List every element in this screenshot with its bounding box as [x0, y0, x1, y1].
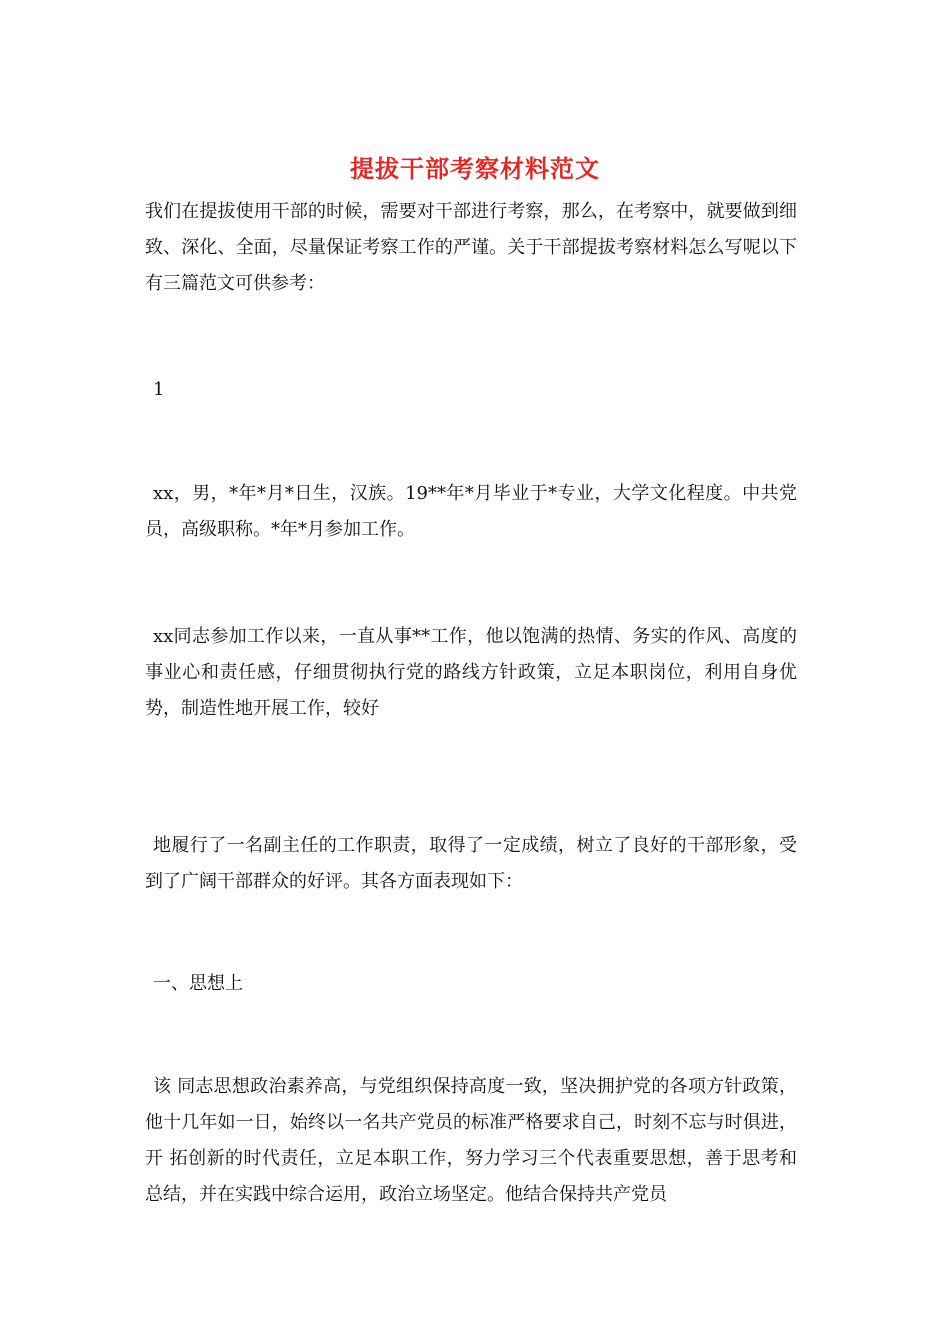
section-heading-thought: 一、思想上: [153, 973, 243, 994]
document-title: 提拔干部考察材料范文: [350, 154, 600, 183]
intro-paragraph: 我们在提拔使用干部的时候，需要对干部进行考察，那么，在考察中，就要做到细致、深化、全面，尽量保证考察工作的严谨。关于干部提拔考察材料怎么写呢以下有三篇范文可供参考：: [145, 201, 797, 294]
continuation-paragraph: 地履行了一名副主任的工作职责，取得了一定成绩，树立了良好的干部形象，受到了广阔干部群众的好评。其各方面表现如下：: [145, 835, 797, 892]
bio-paragraph: xx，男，*年*月*日生，汉族。19**年*月毕业于*专业，大学文化程度。中共党员，高级职称。*年*月参加工作。: [145, 483, 797, 540]
thought-paragraph: 该 同志思想政治素养高，与党组织保持高度一致，坚决拥护党的各项方针政策，他十几年如一日，始终以一名共产党员的标准严格要求自己，时刻不忘与时俱进，开 拓创新的时代责任，立足本职工作，努力学习三个代表重要思想，善于思考和总结，并在实践中综合运用，政治立场坚定。他结合保持共产党员: [145, 1076, 797, 1205]
section-number: 1: [153, 379, 165, 400]
work-paragraph: xx同志参加工作以来，一直从事**工作，他以饱满的热情、务实的作风、高度的事业心和责任感，仔细贯彻执行党的路线方针政策，立足本职岗位，利用自身优势，制造性地开展工作，较好: [145, 626, 797, 719]
